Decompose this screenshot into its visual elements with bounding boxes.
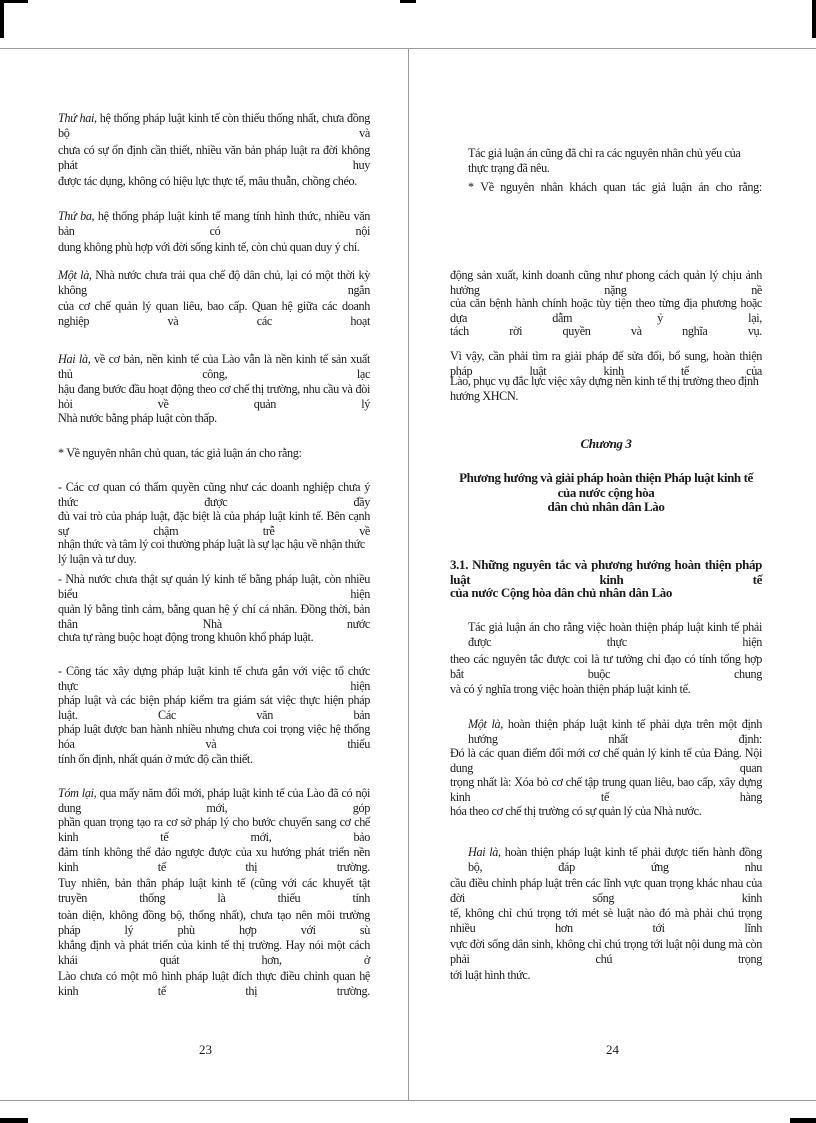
left-p9-line4: Tuy nhiên, bản thân pháp luật kinh tế (cũng với các khuyết tật truyền thống là thiếu tính: [58, 876, 370, 905]
left-page-text: [58, 0, 370, 1100]
left-p3-line2: của cơ chế quản lý quan liêu, bao cấp. Quan hệ giữa các doanh nghiệp và các hoạt: [58, 299, 370, 328]
chapter-title-line2: dân chủ nhân dân Lào: [547, 499, 665, 514]
section-heading-line2: của nước Cộng hòa dân chủ nhân dân Lào: [450, 585, 673, 600]
right-s1-line3: và có ý nghĩa trong việc hoàn thiện pháp luật kinh tế.: [450, 682, 691, 696]
left-p6-line3: nhận thức và tâm lý coi thường pháp luật là sự lạc hậu về nhận thức lý luận và tư duy.: [58, 537, 365, 566]
section-heading-line1: 3.1. Những nguyên tắc và phương hướng hoàn thiện pháp luật kinh tế: [450, 557, 762, 587]
right-r2-word: nguyên: [500, 180, 535, 194]
right-r2-word: cho: [715, 180, 733, 194]
right-r3-line3: [450, 324, 762, 339]
right-r2: [450, 180, 762, 195]
right-s2-line4: hóa theo cơ chế thị trường có sự quản lý của Nhà nước.: [450, 804, 702, 818]
left-p4-line1: Hai là, về cơ bản, nền kinh tế của Lào vẫn là nền kinh tế sản xuất thủ công, lạc: [58, 352, 371, 381]
right-r3-word: nghĩa: [682, 324, 708, 338]
right-s3-line5: tới luật hình thức.: [450, 968, 531, 982]
right-r3-word: vụ.: [747, 324, 762, 338]
right-s2-line1: Một là, hoàn thiện pháp luật kinh tế phải dựa trên một định hướng nhất định:: [468, 717, 762, 746]
scan-mark-bottom-right: [790, 1118, 816, 1123]
right-r3-line5: Lào, phục vụ đắc lực việc xây dựng nền kinh tế thị trường theo định hướng XHCN.: [450, 374, 759, 403]
left-p6-line1: - Các cơ quan có thẩm quyền cũng như các doanh nghiệp chưa ý thức được đầy: [58, 480, 370, 509]
right-r2-word: luận: [672, 180, 692, 194]
left-p3-line1: Một là, Nhà nước chưa trải qua chế độ dân chủ, lại có một thời kỳ không ngắn: [58, 268, 370, 297]
right-s1-line1: Tác giả luận án cho rằng việc hoàn thiện pháp luật kinh tế phải được thực hiện: [468, 620, 762, 649]
right-s2-line2: Đó là các quan điểm đổi mới cơ chế quản lý kinh tế của Đảng. Nội dung quan: [450, 746, 762, 775]
right-r3-word: quyền: [562, 324, 591, 338]
scan-mark-top-left: [0, 0, 4, 38]
left-p9-line3: đảm tính không thể đảo ngược được của xu hướng phát triển nền kinh tế thị trường.: [58, 845, 370, 874]
left-p6-line2: đủ vai trò của pháp luật, đặc biệt là của pháp luật kinh tế. Bên cạnh sự chậm trễ về: [58, 509, 370, 538]
right-s3-line4: vực đời sống dân sinh, không chỉ chú trọng tới luật nội dung mà còn phải chú trọng: [450, 937, 762, 966]
scan-mark-top-left-h: [0, 0, 28, 3]
left-p2-line1: Thứ ba, hệ thống pháp luật kinh tế mang tính hình thức, nhiều văn bản có nội: [58, 209, 371, 238]
right-r2-word: rằng:: [738, 180, 762, 194]
right-r2-word: Về: [480, 180, 494, 194]
scan-mark-top-right: [812, 0, 816, 38]
left-p7-line2: quản lý bằng tình cảm, bằng quan hệ ý chí cá nhân. Đồng thời, bản thân Nhà nước: [58, 602, 370, 631]
left-p9-line5: toàn diện, không đồng bộ, thống nhất), chưa tạo nên môi trường pháp lý phù hợp với sù: [58, 908, 370, 937]
right-page-text: [450, 0, 762, 1100]
left-p9-line7: Lào chưa có một mô hình pháp luật đích thực điều chỉnh quan hệ kinh tế thị trường.: [58, 969, 370, 998]
right-s3-line2: cầu điều chỉnh pháp luật trên các lĩnh vực quan trọng khác nhau của đời sống kinh: [450, 876, 762, 905]
right-r2-word: nhân: [540, 180, 563, 194]
right-s2-line3: trọng nhất là: Xóa bỏ cơ chế tập trung quan liêu, bao cấp, xây dựng kinh tế hàng: [450, 775, 762, 804]
right-r3-line2: của căn bệnh hành chính hoặc tùy tiện theo từng địa phương hoặc dựa dẫm ỷ lại,: [450, 296, 762, 325]
scan-mark-bottom-left: [0, 1118, 28, 1123]
right-s3-line1: Hai là, hoàn thiện pháp luật kinh tế phải được tiến hành đồng bộ, đáp ứng nhu: [468, 845, 763, 874]
page-divider: [408, 48, 409, 1101]
left-page-number: 23: [199, 1042, 212, 1057]
right-r2-word: khách: [569, 180, 597, 194]
left-p4-line2: hậu đang bước đầu hoạt động theo cơ chế thị trường, nhu cầu và đòi hỏi về quản lý: [58, 382, 370, 411]
right-s1-line2: theo các nguyên tắc được coi là tư tưởng chỉ đạo có tính tổng hợp bắt buộc chung: [450, 652, 762, 681]
chapter-title-line1: Phương hướng và giải pháp hoàn thiện Pháp luật kinh tế của nước cộng hòa: [459, 470, 753, 500]
left-p9-line1: Tóm lại, qua mấy năm đổi mới, pháp luật kinh tế của Lào đã có nội dung mới, góp: [58, 786, 370, 815]
left-p9-line2: phần quan trọng tạo ra cơ sở pháp lý cho bước chuyển sang cơ chế kinh tế mới, bảo: [58, 815, 370, 844]
right-r3-line4: Vì vậy, cần phải tìm ra giải pháp để sửa đổi, bổ sung, hoàn thiện pháp luật kinh tế của: [450, 349, 762, 378]
left-p7-line1: - Nhà nước chưa thật sự quản lý kinh tế bằng pháp luật, còn nhiều biểu hiện: [58, 572, 370, 601]
right-r2-word: án: [698, 180, 710, 194]
right-r3-line1: động sản xuất, kinh doanh cũng như phong cách quản lý chịu ảnh hưởng nặng nề: [450, 268, 762, 297]
left-p9-line6: khẳng định và phát triển của kinh tế thị trường. Hay nói một cách khái quát hơn, ở: [58, 938, 370, 967]
left-p8-line2: pháp luật và các biện pháp kiểm tra giám sát việc thực hiện pháp luật. Các văn bản: [58, 693, 370, 722]
left-p8-line4: tính ổn định, nhất quán ở mức độ cần thiết.: [58, 752, 253, 766]
chapter-label: Chương 3: [580, 436, 632, 451]
left-p8-line1: - Công tác xây dựng pháp luật kinh tế chưa gắn với việc tổ chức thực hiện: [58, 664, 370, 693]
left-p5: * Về nguyên nhân chủ quan, tác giả luận án cho rằng:: [58, 446, 302, 460]
left-p1-line3: được tác dụng, không có hiệu lực thực tế, mâu thuẫn, chồng chéo.: [58, 174, 357, 188]
right-r1: Tác giả luận án cũng đã chỉ ra các nguyên nhân chủ yếu của thực trạng đã nêu.: [468, 146, 741, 175]
right-r2-word: tác: [632, 180, 646, 194]
right-r2-word: *: [468, 180, 474, 194]
right-r2-word: quan: [603, 180, 626, 194]
right-r3-word: tách: [450, 324, 469, 338]
left-p2-line2: dung không phù hợp với đời sống kinh tế, còn chủ quan duy ý chí.: [58, 240, 360, 254]
left-p1-line2: chưa có sự ổn định cần thiết, nhiều văn bản pháp luật ra đời không phát huy: [58, 143, 370, 172]
right-s3-line3: tế, không chỉ chú trọng tới mét sè luật nào đó mà phải chú trọng nhiều hơn tới lĩnh: [450, 906, 762, 935]
left-p4-line3: Nhà nước bằng pháp luật còn thấp.: [58, 411, 217, 425]
right-r3-word: và: [630, 324, 642, 338]
scan-mark-top-center: [400, 0, 416, 3]
right-r3-word: rời: [509, 324, 523, 338]
right-page-number: 24: [606, 1042, 619, 1057]
right-r2-word: giả: [651, 180, 666, 194]
left-p1-line1: Thứ hai, hệ thống pháp luật kinh tế còn thiếu thống nhất, chưa đồng bộ và: [58, 111, 370, 140]
left-p7-line3: chưa tự ràng buộc hoạt động trong khuôn khổ pháp luật.: [58, 630, 314, 644]
left-p8-line3: pháp luật được ban hành nhiều nhưng chưa coi trọng việc hệ thống hóa và thiếu: [58, 722, 370, 751]
